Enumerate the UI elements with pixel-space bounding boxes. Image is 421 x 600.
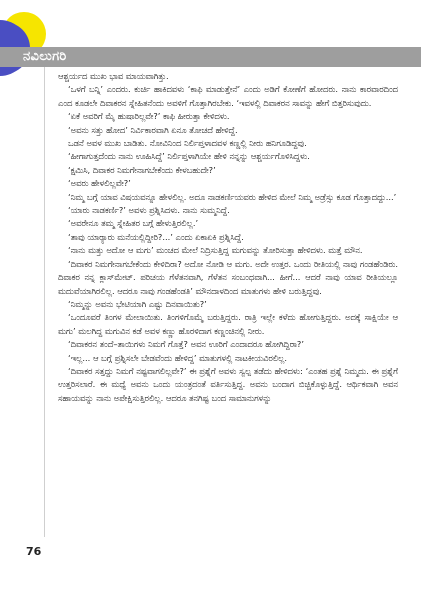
article-paragraph: ‘ಒಂದೂವರೆ ತಿಂಗಳ ಮೇಲಾಯಿತು. ತಿಂಗಳಿಗೊಮ್ಮೆ ಬರುತ್ತಿದ್ದರು. ರಾತ್ರಿ ಇಲ್ಲೇ ಕಳೆದು ಹೋಗುತ್ತಿದ್ದರು. ಅದಕ್ಕೆ ಸಾಕ್ಷಿಯೇ ಆ ಮಗು’ ಮಲಗಿದ್ದ ಮಗುವಿನ ಕಡೆ ಅವಳ ಕಣ್ಣು ಹೊರಳಿದಾಗ ಕಣ್ಣಂಚಿನಲ್ಲಿ ನೀರು. xyxy=(58,312,398,336)
article-paragraph: ‘ನಿಮ್ಮನ್ನು ಅವನು ಭೇಟಿಯಾಗಿ ಎಷ್ಟು ದಿನವಾಯಿತು?’ xyxy=(68,298,207,309)
article-paragraph: ‘ತಾವು ಯಾರ್‍ಯಾರು ಮನೆಯಲ್ಲಿದ್ದೀರಿ?...’ ಎಂದು ಏಕಾಏಕಿ ಪ್ರಶ್ನಿಸಿದ್ದೆ. xyxy=(68,231,244,242)
article-paragraph: ‘ದಿವಾಕರನ ತಂದೆ–ತಾಯಿಗಳು ನಿಮಗೆ ಗೊತ್ತೆ? ಅವನ ಊರಿಗೆ ಎಂದಾದರೂ ಹೋಗಿದ್ದಿರಾ?’ xyxy=(68,339,304,350)
article-paragraph: ‘ಅವನು ಸತ್ತು ಹೋದ’ ನಿರ್ವಿಕಾರವಾಗಿ ಏನೂ ತೋಚದೆ ಹೇಳಿದ್ದೆ. xyxy=(68,124,238,135)
article-body xyxy=(58,70,398,405)
article-paragraph: ‘ಅವರು ಹೇಳಲಿಲ್ಲವೇ?’ xyxy=(68,178,131,189)
article-paragraph: ‘ಹೀಗಾಗುತ್ತದೆಂದು ನಾನು ಊಹಿಸಿದ್ದೆ’ ನಿರ್ಲಿಪ್ತಳಾಗಿಯೇ ಹೇಳಿ ನನ್ನನ್ನು ಆಶ್ಚರ್ಯಗೊಳಿಸಿದ್ದಳು. xyxy=(68,151,310,162)
article-paragraph: ಆಶ್ಚರ್ಯದ ಮುಖ ಭಾವ ಮಾಯವಾಗಿತ್ತು. xyxy=(58,71,169,81)
article-paragraph: ‘ಯಾರು ನಾಡಕರ್ಣಿ?’ ಅವಳು ಪ್ರಶ್ನಿಸಿದಳು. ನಾನು ಸುಮ್ಮನಿದ್ದೆ. xyxy=(68,205,230,216)
page-number: 76 xyxy=(26,545,42,558)
article-paragraph: ಒಡನೆ ಅವಳ ಮುಖ ಬಾಡಿತು. ನೋವಿನಿಂದ ನಿರ್ಲಿಪ್ತಳಾದವಳ ಕಣ್ಣಲ್ಲಿ ನೀರು ಹನಿಗೂಡಿದ್ದವು. xyxy=(68,138,307,149)
article-paragraph: ‘ದಿವಾಕರ ನಿಮಗೇನಾಗಬೇಕೆಂದು ಕೇಳಿದಿರಾ? ಅದೋ ನೋಡಿ ಆ ಮಗು. ಅದೇ ಉತ್ತರ. ಒಂದು ರೀತಿಯಲ್ಲಿ ನಾವು ಗಂಡಹೆಂಡಿರು. ದಿವಾಕರ ನನ್ನ ಕ್ಲಾಸ್‌ಮೇಟ್. ಪರಿಚಯ ಗೆಳೆತನವಾಗಿ, ಗೆಳೆತನ ಸಂಬಂಧವಾಗಿ... ಹೀಗೆ... ಆದರೆ ನಾವು ಯಾವ ರೀತಿಯಲ್ಲೂ ಮದುವೆಯಾಗಿರಲಿಲ್ಲ. ಆದರೂ ನಾವು ಗಂಡಹೆಂಡತಿ’ ಮೌನದಾಳದಿಂದ ಮಾತುಗಳು ಹೇಳಿ ಬರುತ್ತಿದ್ದವು. xyxy=(58,258,398,296)
margin-rule xyxy=(44,67,45,537)
article-paragraph: ‘ಇಲ್ಲ... ಆ ಬಗ್ಗೆ ಪ್ರಶ್ನಿಸಲೇ ಬೇಡವೆಂದು ಹೇಳಿದ್ದ’ ಮಾತುಗಳಲ್ಲಿ ನಾಟಕೀಯವಿರಲಿಲ್ಲ. xyxy=(68,352,288,363)
article-paragraph: ‘ನಿಮ್ಮ ಬಗ್ಗೆ ಯಾವ ವಿಷಯವನ್ನೂ ಹೇಳಲಿಲ್ಲ. ಅದೂ ನಾಡಕರ್ಣಿಯವರು ಹೇಳಿದ ಮೇಲೆ ನಿಮ್ಮ ಅಡ್ರೆಸ್ಸು ಕೂಡ ಗೊತ್ತಾದದ್ದು...’ xyxy=(68,191,397,202)
article-paragraph: ‘ಅವರೇನೂ ತಮ್ಮ ಸ್ನೇಹಿತರ ಬಗ್ಗೆ ಹೇಳುತ್ತಿರಲಿಲ್ಲ.’ xyxy=(68,218,199,229)
section-title: ನವಿಲುಗರಿ xyxy=(23,49,67,64)
article-paragraph: ‘ಏಕೆ ಅವರಿಗೆ ಮೈ ಹುಷಾರಿಲ್ಲವೇ?’ ಕಾಫಿ ಹೀರುತ್ತಾ ಕೇಳಿದಳು. xyxy=(68,111,230,122)
article-paragraph: ‘ನಾನು ಮತ್ತು ಅದೋ ಆ ಮಗು’ ಮಂಚದ ಮೇಲೆ ನಿದ್ರಿಸುತ್ತಿದ್ದ ಮಗುವನ್ನು ತೋರಿಸುತ್ತಾ ಹೇಳಿದಳು. ಮತ್ತೆ ಮೌನ. xyxy=(68,245,363,256)
article-paragraph: ‘ಒಳಗೆ ಬನ್ನಿ’ ಎಂದರು. ಕುರ್ಚಿ ಹಾಕಿದವಳು ‘ಕಾಫಿ ಮಾಡುತ್ತೇನೆ’ ಎಂದು ಅಡಿಗೆ ಕೋಣೆಗೆ ಹೋದರು. ನಾನು ಕಾರವಾರದಿಂದ ಎಂದ ಕೂಡಲೇ ದಿವಾಕರನ ಸ್ನೇಹಿತನೆಂದು ಅವಳಿಗೆ ಗೊತ್ತಾಗಿರಬೇಕು. ‘ಇವಳಲ್ಲಿ ದಿವಾಕರನ ಸಾವನ್ನು ಹೇಗೆ ಬಿತ್ತರಿಸುವುದು. xyxy=(58,84,398,108)
article-paragraph: ‘ದಿವಾಕರ ಸತ್ತದ್ದು ನಿಮಗೆ ನಷ್ಟವಾಗಲಿಲ್ಲವೇ?’ ಈ ಪ್ರಶ್ನೆಗೆ ಅವಳು ಸ್ವಲ್ಪ ತಡೆದು ಹೇಳಿದಳು: ‘ಎಂತಹ ಪ್ರಶ್ನೆ ನಿಮ್ಮದು. ಈ ಪ್ರಶ್ನೆಗೆ ಉತ್ತರಿಸಲಾರೆ. ಈ ಮಧ್ಯೆ ಅವನು ಒಂದು ಯಂತ್ರದಂತೆ ವರ್ತಿಸುತ್ತಿದ್ದ. ಅವನು ಬಂದಾಗ ಬಿಚ್ಚಿಕೊಳ್ಳುತ್ತಿದ್ದೆ. ಆರ್ಥಿಕವಾಗಿ ಅವನ ಸಹಾಯವನ್ನು ನಾನು ಅಪೇಕ್ಷಿಸುತ್ತಿರಲಿಲ್ಲ. ಆದರೂ ತನಗಿಷ್ಟ ಬಂದ ಸಾಮಾನುಗಳನ್ನು xyxy=(58,365,398,403)
article-paragraph: ‘ಕ್ಷಮಿಸಿ, ದಿವಾಕರ ನಿಮಗೇನಾಗಬೇಕೆಂದು ಕೇಳಬಹುದೇ?’ xyxy=(68,164,216,175)
